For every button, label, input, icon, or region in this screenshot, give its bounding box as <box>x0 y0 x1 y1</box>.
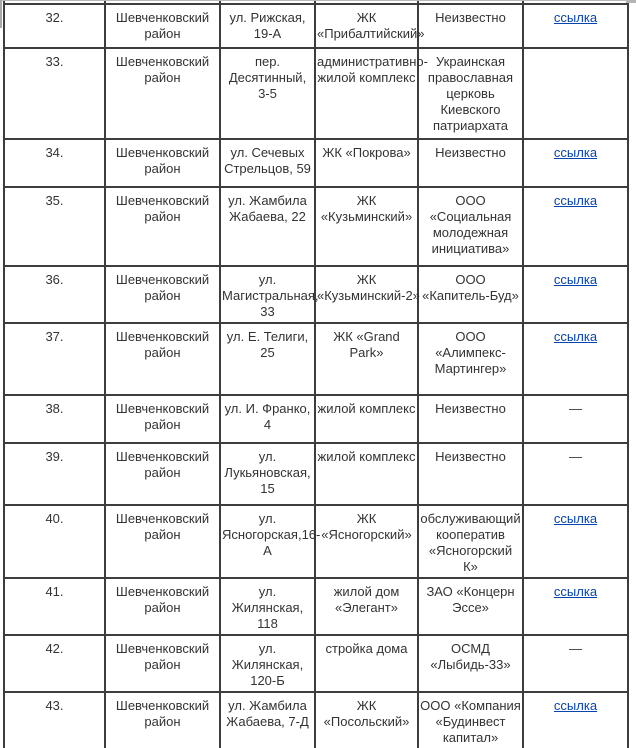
row-number-cell: 39. <box>4 443 105 505</box>
district-cell: Шевченковский район <box>105 139 220 187</box>
owner-cell: Неизвестно <box>418 4 523 48</box>
complex-name-cell: ЖК «Прибалтийский» <box>315 4 418 48</box>
district-cell: Шевченковский район <box>105 323 220 395</box>
table-row <box>4 139 628 187</box>
district-cell: Шевченковский район <box>105 48 220 139</box>
owner-cell: ООО «Социальная молодежная инициатива» <box>418 187 523 266</box>
complex-name-cell: ЖК «Посольский» <box>315 692 418 748</box>
no-link-dash: — <box>569 401 582 416</box>
row-link[interactable]: ссылка <box>553 511 598 526</box>
row-link[interactable]: ссылка <box>553 10 598 25</box>
district-cell: Шевченковский район <box>105 187 220 266</box>
row-link[interactable]: ссылка <box>553 193 598 208</box>
table-row <box>4 635 628 692</box>
row-link[interactable]: ссылка <box>553 329 598 344</box>
district-cell: Шевченковский район <box>105 635 220 692</box>
link-cell <box>523 266 628 323</box>
address-cell: ул. Магистральная, 33 <box>220 266 315 323</box>
complex-name-cell: ЖК «Кузьминский-2» <box>315 266 418 323</box>
district-cell: Шевченковский район <box>105 505 220 578</box>
buildings-table <box>3 0 629 748</box>
complex-name-cell: ЖК «Кузьминский» <box>315 187 418 266</box>
district-cell: Шевченковский район <box>105 443 220 505</box>
address-cell: ул. Рижская, 19-А <box>220 4 315 48</box>
no-link-dash: — <box>569 449 582 464</box>
table-row <box>4 4 628 48</box>
row-link[interactable]: ссылка <box>553 272 598 287</box>
table-row <box>4 187 628 266</box>
address-cell: ул. Сечевых Стрельцов, 59 <box>220 139 315 187</box>
table-row <box>4 578 628 635</box>
complex-name-cell: жилой комплекс <box>315 443 418 505</box>
link-cell <box>523 505 628 578</box>
row-number-cell: 40. <box>4 505 105 578</box>
district-cell: Шевченковский район <box>105 578 220 635</box>
complex-name-cell: ЖК «Покрова» <box>315 139 418 187</box>
district-cell: Шевченковский район <box>105 692 220 748</box>
table-row <box>4 323 628 395</box>
link-cell <box>523 395 628 443</box>
district-cell: Шевченковский район <box>105 4 220 48</box>
row-number-cell: 43. <box>4 692 105 748</box>
district-cell: Шевченковский район <box>105 395 220 443</box>
row-number-cell: 41. <box>4 578 105 635</box>
complex-name-cell: ЖК «Ясногорский» <box>315 505 418 578</box>
address-cell: ул. Жамбила Жабаева, 22 <box>220 187 315 266</box>
address-cell: ул. Жилянская, 120-Б <box>220 635 315 692</box>
owner-cell: обслуживающий кооператив «Ясногорский К» <box>418 505 523 578</box>
page-edge-artifact <box>0 0 636 1</box>
complex-name-cell: административно-жилой комплекс <box>315 48 418 139</box>
link-cell <box>523 692 628 748</box>
table-row <box>4 48 628 139</box>
link-cell <box>523 187 628 266</box>
complex-name-cell: ЖК «Grand Park» <box>315 323 418 395</box>
owner-cell: ООО «Капитель-Буд» <box>418 266 523 323</box>
complex-name-cell: жилой дом «Элегант» <box>315 578 418 635</box>
row-number-cell: 33. <box>4 48 105 139</box>
row-number-cell: 36. <box>4 266 105 323</box>
table-body <box>4 4 628 748</box>
row-number-cell: 42. <box>4 635 105 692</box>
address-cell: ул. Жамбила Жабаева, 7-Д <box>220 692 315 748</box>
row-number-cell: 37. <box>4 323 105 395</box>
scrollbar-fragment-right <box>626 0 636 3</box>
table-row <box>4 266 628 323</box>
table-row <box>4 692 628 748</box>
owner-cell: Неизвестно <box>418 139 523 187</box>
owner-cell: ООО «Компания «Будинвест капитал» <box>418 692 523 748</box>
link-cell <box>523 139 628 187</box>
row-link[interactable]: ссылка <box>553 698 598 713</box>
complex-name-cell: жилой комплекс <box>315 395 418 443</box>
row-number-cell: 34. <box>4 139 105 187</box>
link-cell <box>523 48 628 139</box>
scrollbar-fragment-left <box>0 0 2 28</box>
link-cell <box>523 323 628 395</box>
row-link[interactable]: ссылка <box>553 584 598 599</box>
link-cell <box>523 578 628 635</box>
address-cell: ул. И. Франко, 4 <box>220 395 315 443</box>
no-link-dash: — <box>569 641 582 656</box>
table-row <box>4 443 628 505</box>
link-cell <box>523 4 628 48</box>
address-cell: ул. Е. Телиги, 25 <box>220 323 315 395</box>
address-cell: ул. Ясногорская,16-А <box>220 505 315 578</box>
row-link[interactable]: ссылка <box>553 145 598 160</box>
address-cell: ул. Жилянская, 118 <box>220 578 315 635</box>
address-cell: ул. Лукьяновская, 15 <box>220 443 315 505</box>
address-cell: пер. Десятинный, 3-5 <box>220 48 315 139</box>
owner-cell: Неизвестно <box>418 443 523 505</box>
district-cell: Шевченковский район <box>105 266 220 323</box>
link-cell <box>523 635 628 692</box>
row-number-cell: 38. <box>4 395 105 443</box>
owner-cell: ЗАО «Концерн Эссе» <box>418 578 523 635</box>
owner-cell: Украинская православная церковь Киевского патриархата <box>418 48 523 139</box>
owner-cell: ОСМД «Лыбидь-33» <box>418 635 523 692</box>
table-row <box>4 395 628 443</box>
row-number-cell: 32. <box>4 4 105 48</box>
owner-cell: Неизвестно <box>418 395 523 443</box>
table-row <box>4 505 628 578</box>
owner-cell: ООО «Алимпекс-Мартингер» <box>418 323 523 395</box>
link-cell <box>523 443 628 505</box>
complex-name-cell: стройка дома <box>315 635 418 692</box>
row-number-cell: 35. <box>4 187 105 266</box>
